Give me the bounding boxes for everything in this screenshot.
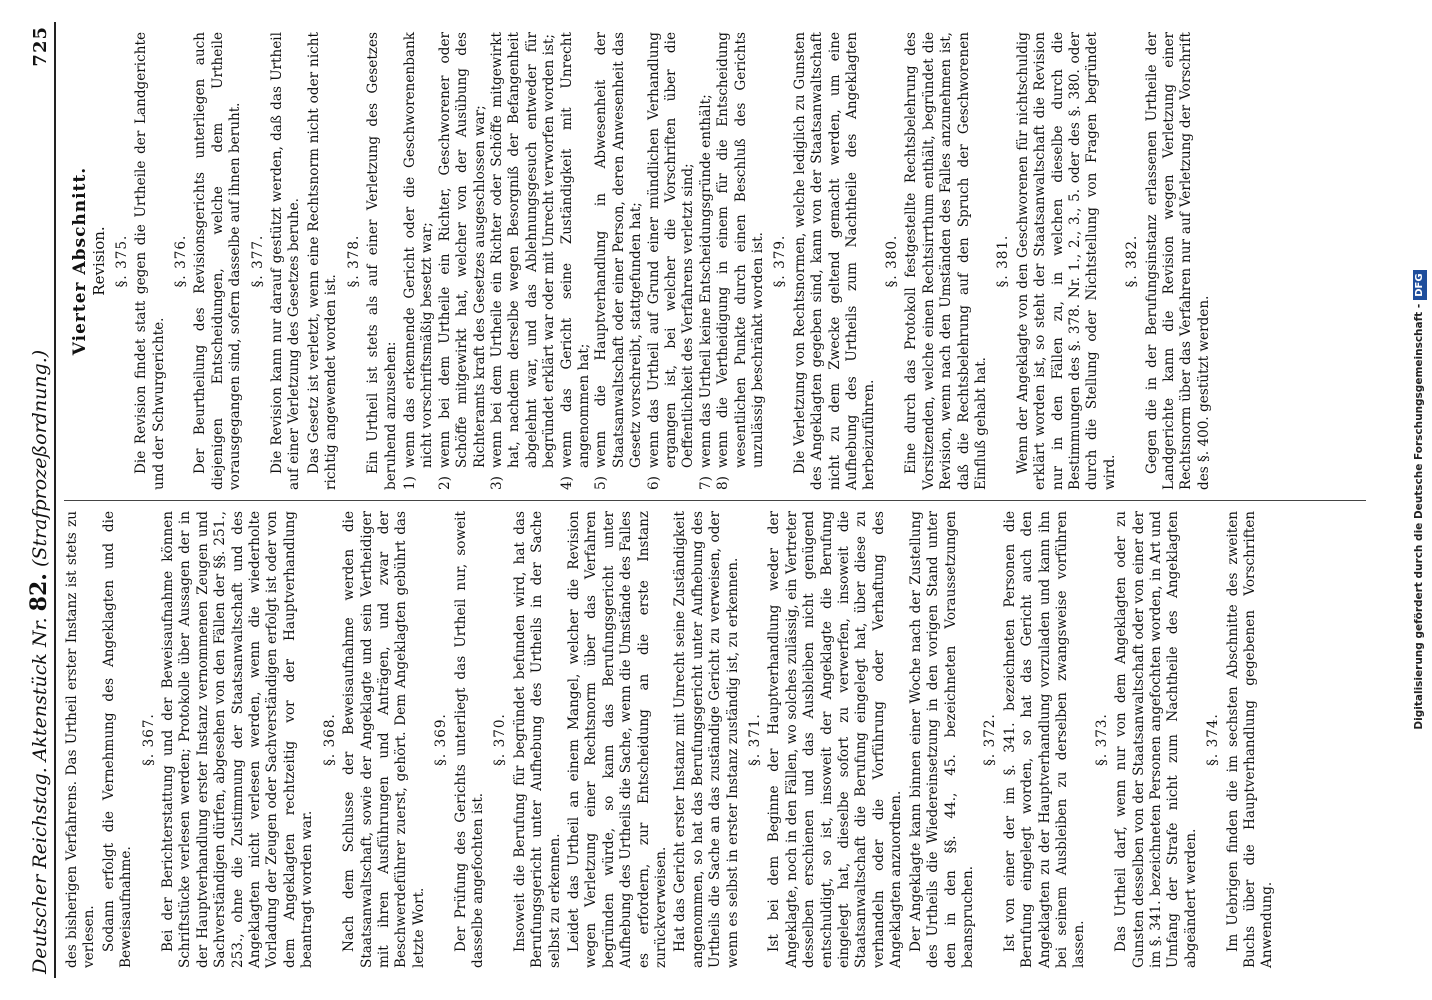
list-number: 6) — [645, 476, 662, 490]
list-item — [646, 32, 698, 490]
section-heading: §. 373. — [1093, 713, 1110, 766]
section-heading: §. 374. — [1205, 713, 1222, 766]
text-columns — [64, 22, 1366, 978]
paragraph: Nach dem Schlusse der Beweisaufnahme werden die Staatsanwaltschaft, sowie der Angeklagte und sein Vertheidiger mit ihren Ausführungen und Anträgen, und zwar der Beschwerdeführer zuerst, gehört. Dem Angeklagten gebührt das letzte Wort. — [341, 511, 427, 968]
section-heading: §. 367. — [140, 713, 157, 766]
paragraph: Die Verletzung von Rechtsnormen, welche lediglich zu Gunsten des Angeklagten gegeben sind, kann von der Staatsanwaltschaft nicht zu dem Zwecke geltend gemacht werden, um eine Aufhebung des Urtheils zum Nachtheile des Angeklagten herbeizuführen. — [791, 32, 878, 490]
section-heading: §. 371. — [747, 713, 764, 766]
header-subtitle: (Strafprozeßordnung.) — [29, 349, 51, 567]
list-number: 7) — [697, 476, 714, 490]
page-number: 725 — [30, 26, 51, 67]
paragraph: Der Angeklagte kann binnen einer Woche nach der Zustellung des Urtheils die Wiedereinsetzung in den vorigen Stand unter den in den §§. 44., 45. bezeichneten Voraussetzungen beanspruchen. — [907, 511, 976, 968]
list-number: 1) — [401, 476, 418, 490]
header-left-title: Deutscher Reichstag. Aktenstück Nr. — [29, 617, 51, 974]
sidebar-notice — [1408, 0, 1430, 1000]
paragraph: Ist bei dem Beginne der Hauptverhandlung weder der Angeklagte, noch in den Fällen, wo solches zulässig, ein Vertreter desselben erschienen und das Ausbleiben nicht genügend entschuldigt, so ist, insoweit der Angeklagte die Berufung eingelegt hat, dieselbe sofort zu verwerfen, insoweit die Staatsanwaltschaft die Berufung eingelegt hat, über diese zu verhandeln oder die Vorführung oder Verhaftung des Angeklagten anzuordnen. — [766, 511, 905, 968]
paragraph: Der Beurtheilung des Revisionsgerichts unterliegen auch diejenigen Entscheidungen, welche dem Urtheile vorausgegangen sind, sofern dasselbe auf ihnen beruht. — [192, 32, 244, 490]
list-item — [698, 32, 715, 490]
section-heading: §. 377. — [249, 234, 266, 288]
header-title — [26, 350, 52, 974]
list-item — [559, 32, 594, 490]
paragraph: Wenn der Angeklagte von den Geschworenen für nichtschuldig erklärt worden ist, so steht der Staatsanwaltschaft die Revision nur in den Fällen zu, in welchen dieselbe durch die Bestimmungen des §. 378. Nr. 1., 2., 3., 5. oder des §. 380. oder durch die Stellung oder Nichtstellung von Fragen begründet wird. — [1014, 32, 1118, 490]
paragraph: Im Uebrigen finden die im sechsten Abschnitte des zweiten Buchs über die Hauptverhandlung gegebenen Vorschriften Anwendung. — [1224, 511, 1276, 968]
paragraph: des bisherigen Verfahrens. Das Urtheil erster Instanz ist stets zu verlesen. — [64, 511, 98, 968]
digitization-sidebar — [1406, 0, 1432, 1000]
section-heading: §. 372. — [982, 713, 999, 766]
paragraph: Die Revision kann nur darauf gestützt werden, daß das Urtheil auf einer Verletzung des Gesetzes beruhe. — [269, 32, 303, 490]
list-text: wenn das Urtheil keine Entscheidungsgründe enthält; — [697, 94, 714, 468]
paragraph: Bei der Berichterstattung und der Beweisaufnahme können Schriftstücke verlesen werden; Protokolle über Aussagen der in der Hauptverhandlung erster Instanz vernommenen Zeugen und Sachverständigen dürfen, abgesehen von den Fällen der §§. 251., 253., ohne die Zustimmung der Staatsanwaltschaft und des Angeklagten nicht verlesen werden, wenn die wiederholte Vorladung der Zeugen oder Sachverständigen erfolgt ist oder von dem Angeklagten rechtzeitig vor der Hauptverhandlung beantragt worden war. — [160, 511, 316, 968]
list-text: wenn bei dem Urtheile ein Richter, Geschworener oder Schöffe mitgewirkt hat, welcher von der Ausübung des Richteramts kraft des Gesetzes ausgeschlossen war; — [436, 32, 488, 468]
list-item — [402, 32, 437, 490]
section-subtitle: Revision. — [90, 226, 109, 296]
list-number: 5) — [593, 476, 610, 490]
list-item — [593, 32, 645, 490]
paragraph: Leidet das Urtheil an einem Mangel, welcher die Revision wegen Verletzung einer Rechtsnorm über das Verfahren begründen würde, so kann das Berufungsgericht unter Aufhebung des Urtheils die Sache, wenn die Umstände des Falles es erfordern, zur Entscheidung an die erste Instanz zurückverweisen. — [565, 511, 669, 968]
list-number: 4) — [558, 476, 575, 490]
list-item — [437, 32, 489, 490]
list-text: wenn bei dem Urtheile ein Richter oder Schöffe mitgewirkt hat, nachdem derselbe wegen Besorgniß der Befangenheit abgelehnt war, und das Ablehnungsgesuch entweder für begründet erklärt war oder mit Unrecht verworfen worden ist; — [488, 32, 558, 468]
dfg-logo: DFG — [1413, 270, 1427, 299]
paragraph: Ist von einer der im §. 341. bezeichneten Personen die Berufung eingelegt worden, so hat das Gericht auch den Angeklagten zu der Hauptverhandlung vorzuladen und kann ihn bei seinem Ausbleiben zu derselben zwangsweise vorführen lassen. — [1001, 511, 1088, 968]
list-text: wenn das Gericht seine Zuständigkeit mit Unrecht angenommen hat; — [558, 32, 592, 468]
paragraph: Hat das Gericht erster Instanz mit Unrecht seine Zuständigkeit angenommen, so hat das Berufungsgericht unter Aufhebung des Urtheils die Sache an das zuständige Gericht zu verweisen, oder wenn es selbst in erster Instanz zuständig ist, zu erkennen. — [672, 511, 741, 968]
section-heading: §. 370. — [492, 713, 509, 766]
list-text: wenn die Vertheidigung in einem für die Entscheidung wesentlichen Punkte durch einen Beschluß des Gerichts unzulässig beschränkt worden ist. — [715, 32, 767, 468]
section-heading: §. 375. — [113, 234, 130, 288]
list-item — [715, 32, 767, 490]
header-number: 82. — [26, 573, 52, 612]
section-heading: §. 368. — [321, 713, 338, 766]
list-text: wenn das erkennende Gericht oder die Geschworenenbank nicht vorschriftsmäßig besetzt war; — [401, 32, 436, 468]
sidebar-text: Digitalisierung gefördert durch die Deutsche Forschungsgemeinschaft - — [1413, 303, 1425, 730]
section-heading: §. 382. — [1124, 234, 1141, 288]
list-number: 3) — [488, 476, 505, 490]
paragraph: Gegen die in der Berufungsinstanz erlassenen Urtheile der Landgerichte kann die Revision wegen Verletzung einer Rechtsnorm über das Verfahren nur auf Verletzung der Vorschrift des §. 400. gestützt werden. — [1143, 32, 1212, 490]
paragraph: Insoweit die Berufung für begründet befunden wird, hat das Berufungsgericht unter Aufhebung des Urtheils in der Sache selbst zu erkennen. — [511, 511, 563, 968]
left-column — [64, 500, 1366, 978]
list-number: 8) — [715, 476, 732, 490]
paragraph: Das Gesetz ist verletzt, wenn eine Rechtsnorm nicht oder nicht richtig angewendet worden ist. — [305, 32, 340, 490]
list-item — [489, 32, 559, 490]
list-number: 2) — [436, 476, 453, 490]
section-heading: §. 379. — [772, 234, 789, 288]
section-heading: §. 376. — [173, 234, 190, 288]
section-heading: §. 381. — [995, 234, 1012, 288]
paragraph: Der Prüfung des Gerichts unterliegt das Urtheil nur, soweit dasselbe angefochten ist. — [452, 511, 486, 968]
paragraph: Sodann erfolgt die Vernehmung des Angeklagten und die Beweisaufnahme. — [100, 511, 135, 968]
paragraph: Ein Urtheil ist stets als auf einer Verletzung des Gesetzes beruhend anzusehen: — [365, 32, 399, 490]
section-heading: §. 369. — [433, 713, 450, 766]
section-heading: §. 378. — [345, 234, 362, 288]
page-header — [24, 22, 56, 978]
document-page — [16, 0, 1386, 1000]
list-text: wenn das Urtheil auf Grund einer mündlichen Verhandlung ergangen ist, bei welcher die Vorschriften über die Oeffentlichkeit des Verfahrens verletzt sind; — [645, 32, 697, 468]
paragraph: Die Revision findet statt gegen die Urtheile der Landgerichte und der Schwurgerichte. — [133, 32, 167, 490]
paragraph: Das Urtheil darf, wenn nur von dem Angeklagten oder zu Gunsten desselben von der Staatsanwaltschaft oder von einer der im §. 341. bezeichneten Personen angefochten worden, in Art und Umfang der Strafe nicht zum Nachtheile des Angeklagten abgeändert werden. — [1113, 511, 1199, 968]
paragraph: Eine durch das Protokoll festgestellte Rechtsbelehrung des Vorsitzenden, welche einen Rechtsirrthum enthält, begründet die Revision, wenn nach den Umständen des Falles anzunehmen ist, daß die Rechtsbelehrung auf den Spruch der Geschworenen Einfluß gehabt hat. — [903, 32, 989, 490]
list-text: wenn die Hauptverhandlung in Abwesenheit der Staatsanwaltschaft oder einer Person, deren Anwesenheit das Gesetz vorschreibt, stattgefunden hat; — [593, 32, 645, 468]
section-title: Vierter Abschnitt. — [70, 166, 90, 356]
numbered-list — [402, 32, 768, 490]
right-column — [64, 22, 1366, 500]
section-heading: §. 380. — [883, 234, 900, 288]
